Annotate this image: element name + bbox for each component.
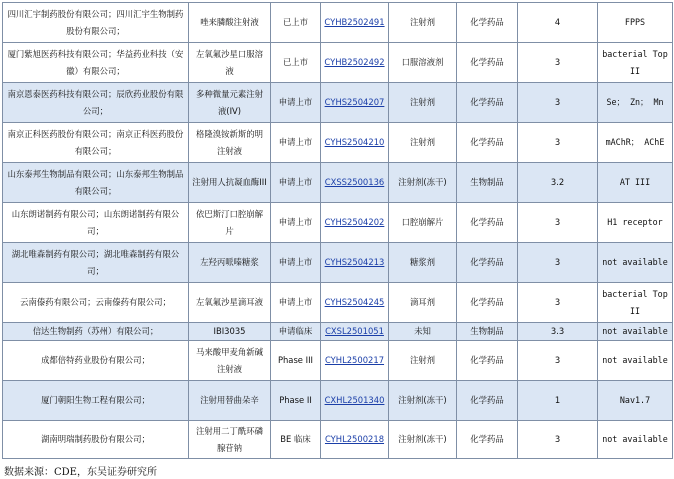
dosage-form-cell: 注射剂(冻干) — [389, 421, 457, 459]
table-row — [3, 381, 673, 421]
acceptance-code-cell — [321, 203, 389, 243]
drug-name-cell: 左氧氟沙星滴耳液 — [189, 283, 271, 323]
company-cell: 信达生物制药（苏州）有限公司； — [3, 323, 189, 341]
table-row — [3, 283, 673, 323]
status-cell: 申请上市 — [271, 243, 321, 283]
registration-class-cell: 3 — [518, 203, 598, 243]
drug-category-cell: 化学药品 — [457, 421, 518, 459]
drug-category-cell: 化学药品 — [457, 341, 518, 381]
status-cell: 申请上市 — [271, 163, 321, 203]
table-row — [3, 43, 673, 83]
target-cell: not available — [598, 243, 673, 283]
drug-category-cell: 生物制品 — [457, 323, 518, 341]
acceptance-code-link[interactable]: CYHS2504213 — [324, 257, 385, 267]
drug-category-cell: 化学药品 — [457, 243, 518, 283]
company-cell: 厦门紫旭医药科技有限公司；华益药业科技（安徽）有限公司； — [3, 43, 189, 83]
target-cell: FPPS — [598, 3, 673, 43]
company-cell: 成都倍特药业股份有限公司； — [3, 341, 189, 381]
acceptance-code-cell — [321, 163, 389, 203]
source-note: 数据来源：CDE，东吴证券研究所 — [4, 467, 157, 478]
acceptance-code-link[interactable]: CYHS2504207 — [324, 97, 385, 107]
drug-category-cell: 化学药品 — [457, 203, 518, 243]
status-cell: Phase III — [271, 341, 321, 381]
acceptance-code-link[interactable]: CXSL2501051 — [325, 326, 384, 336]
dosage-form-cell: 口服溶液剂 — [389, 43, 457, 83]
status-cell: 已上市 — [271, 43, 321, 83]
drug-name-cell: 左氧氟沙星口服溶液 — [189, 43, 271, 83]
registration-class-cell: 3.2 — [518, 163, 598, 203]
registration-class-cell: 1 — [518, 381, 598, 421]
table-row — [3, 341, 673, 381]
company-cell: 南京正科医药股份有限公司；南京正科医药股份有限公司； — [3, 123, 189, 163]
dosage-form-cell: 未知 — [389, 323, 457, 341]
drug-category-cell: 化学药品 — [457, 283, 518, 323]
dosage-form-cell: 注射剂 — [389, 83, 457, 123]
table-row — [3, 163, 673, 203]
acceptance-code-cell — [321, 421, 389, 459]
table-row — [3, 243, 673, 283]
target-cell: not available — [598, 341, 673, 381]
drug-name-cell: 马来酸甲麦角新碱注射液 — [189, 341, 271, 381]
target-cell: not available — [598, 421, 673, 459]
drug-name-cell: 注射用替曲朵辛 — [189, 381, 271, 421]
registration-class-cell: 3 — [518, 283, 598, 323]
dosage-form-cell: 注射剂 — [389, 3, 457, 43]
acceptance-code-cell — [321, 3, 389, 43]
status-cell: 申请上市 — [271, 83, 321, 123]
target-cell: not available — [598, 323, 673, 341]
target-cell: bacterial Top II — [598, 43, 673, 83]
company-cell: 南京恩泰医药科技有限公司；辰欣药业股份有限公司； — [3, 83, 189, 123]
table-row — [3, 421, 673, 459]
registration-class-cell: 3 — [518, 341, 598, 381]
table-body — [3, 3, 673, 459]
acceptance-code-link[interactable]: CYHS2504245 — [324, 297, 385, 307]
registration-class-cell: 3 — [518, 43, 598, 83]
table-row — [3, 123, 673, 163]
acceptance-code-cell — [321, 243, 389, 283]
status-cell: 申请上市 — [271, 283, 321, 323]
drug-name-cell: 唑来膦酸注射液 — [189, 3, 271, 43]
dosage-form-cell: 注射剂 — [389, 123, 457, 163]
acceptance-code-cell — [321, 323, 389, 341]
dosage-form-cell: 糖浆剂 — [389, 243, 457, 283]
registration-class-cell: 3.3 — [518, 323, 598, 341]
company-cell: 湖北唯森制药有限公司；湖北唯森制药有限公司； — [3, 243, 189, 283]
target-cell: mAChR； AChE — [598, 123, 673, 163]
drug-name-cell: 多种微量元素注射液(IV) — [189, 83, 271, 123]
registration-class-cell: 4 — [518, 3, 598, 43]
acceptance-code-cell — [321, 341, 389, 381]
acceptance-code-cell — [321, 283, 389, 323]
company-cell: 四川汇宇制药股份有限公司；四川汇宇生物制药股份有限公司； — [3, 3, 189, 43]
dosage-form-cell: 口腔崩解片 — [389, 203, 457, 243]
drug-category-cell: 化学药品 — [457, 3, 518, 43]
registration-class-cell: 3 — [518, 123, 598, 163]
acceptance-code-link[interactable]: CYHS2504202 — [324, 217, 385, 227]
table-row — [3, 203, 673, 243]
drug-name-cell: 注射用二丁酰环磷腺苷钠 — [189, 421, 271, 459]
drug-category-cell: 化学药品 — [457, 83, 518, 123]
status-cell: 申请上市 — [271, 123, 321, 163]
acceptance-code-cell — [321, 123, 389, 163]
drug-name-cell: 注射用人抗凝血酶III — [189, 163, 271, 203]
target-cell: AT III — [598, 163, 673, 203]
company-cell: 云南傣药有限公司；云南傣药有限公司； — [3, 283, 189, 323]
dosage-form-cell: 注射剂(冻干) — [389, 381, 457, 421]
drug-category-cell: 生物制品 — [457, 163, 518, 203]
acceptance-code-link[interactable]: CYHS2504210 — [324, 137, 385, 147]
status-cell: 申请临床 — [271, 323, 321, 341]
acceptance-code-link[interactable]: CYHL2500217 — [324, 355, 385, 365]
table-row — [3, 83, 673, 123]
target-cell: Se； Zn； Mn — [598, 83, 673, 123]
company-cell: 山东朗诺制药有限公司；山东朗诺制药有限公司； — [3, 203, 189, 243]
registration-class-cell: 3 — [518, 243, 598, 283]
status-cell: 申请上市 — [271, 203, 321, 243]
table-row — [3, 3, 673, 43]
drug-registration-table — [2, 2, 673, 459]
company-cell: 厦门朝阳生物工程有限公司； — [3, 381, 189, 421]
target-cell: Nav1.7 — [598, 381, 673, 421]
acceptance-code-link[interactable]: CYHB2502491 — [324, 17, 385, 27]
registration-class-cell: 3 — [518, 83, 598, 123]
acceptance-code-link[interactable]: CXSS2500136 — [324, 177, 385, 187]
drug-category-cell: 化学药品 — [457, 43, 518, 83]
drug-name-cell: 格隆溴铵新斯的明注射液 — [189, 123, 271, 163]
company-cell: 山东泰邦生物制品有限公司；山东泰邦生物制品有限公司； — [3, 163, 189, 203]
acceptance-code-cell — [321, 83, 389, 123]
status-cell: Phase II — [271, 381, 321, 421]
acceptance-code-link[interactable]: CYHB2502492 — [324, 57, 385, 67]
status-cell: 已上市 — [271, 3, 321, 43]
drug-name-cell: IBI3035 — [189, 323, 271, 341]
status-cell: BE 临床 — [271, 421, 321, 459]
acceptance-code-link[interactable]: CXHL2501340 — [324, 395, 385, 405]
drug-name-cell: 依巴斯汀口腔崩解片 — [189, 203, 271, 243]
dosage-form-cell: 注射剂(冻干) — [389, 163, 457, 203]
registration-class-cell: 3 — [518, 421, 598, 459]
dosage-form-cell: 注射剂 — [389, 341, 457, 381]
target-cell: H1 receptor — [598, 203, 673, 243]
acceptance-code-link[interactable]: CYHL2500218 — [324, 434, 385, 444]
acceptance-code-cell — [321, 381, 389, 421]
drug-category-cell: 化学药品 — [457, 381, 518, 421]
company-cell: 湖南明瑞制药股份有限公司； — [3, 421, 189, 459]
drug-name-cell: 左羟丙哌嗪糖浆 — [189, 243, 271, 283]
target-cell: bacterial Top II — [598, 283, 673, 323]
dosage-form-cell: 滴耳剂 — [389, 283, 457, 323]
drug-category-cell: 化学药品 — [457, 123, 518, 163]
acceptance-code-cell — [321, 43, 389, 83]
table-row — [3, 323, 673, 341]
